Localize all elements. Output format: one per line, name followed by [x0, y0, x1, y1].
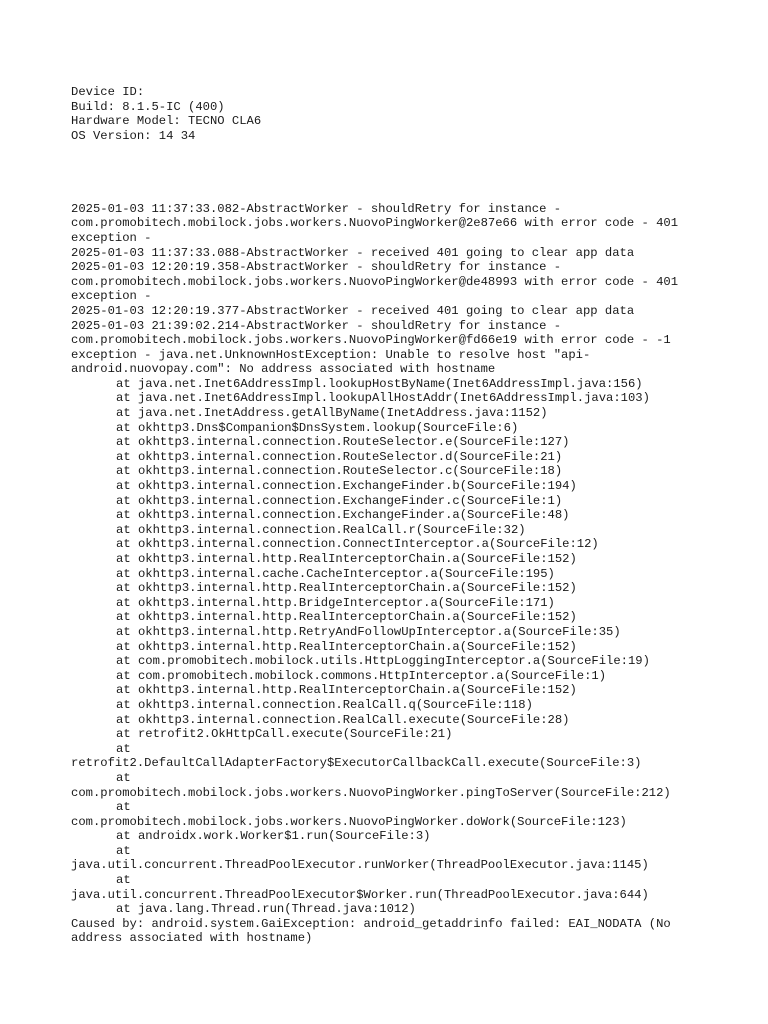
stack-trace [71, 377, 751, 917]
stack-frame-line: at okhttp3.internal.http.RealInterceptorChain.a(SourceFile:152) [116, 552, 577, 566]
build-line: Build: 8.1.5-IC (400) [71, 99, 225, 114]
stack-frame-line: at androidx.work.Worker$1.run(SourceFile:3) [116, 829, 431, 844]
stack-frame-line: at okhttp3.internal.http.RetryAndFollowUpInterceptor.a(SourceFile:35) [116, 624, 621, 639]
stack-frame-line: at okhttp3.internal.connection.ExchangeFinder.c(SourceFile:1) [116, 493, 563, 508]
stack-frame-line: at okhttp3.internal.http.BridgeInterceptor.a(SourceFile:171) [116, 595, 555, 610]
log-line: com.promobitech.mobilock.jobs.workers.NuovoPingWorker@fd66e19 with error code - -1 [71, 333, 671, 348]
stack-frame-line: at [116, 770, 131, 785]
stack-frame-line: at okhttp3.internal.cache.CacheInterceptor.a(SourceFile:195) [116, 566, 555, 581]
device-id-line: Device ID: [71, 85, 145, 99]
device-info [71, 85, 751, 143]
log-line: exception - [71, 230, 152, 245]
stack-frame-line: at okhttp3.internal.connection.RealCall.execute(SourceFile:28) [116, 712, 570, 727]
log-document [71, 85, 751, 946]
log-line: 2025-01-03 11:37:33.082-AbstractWorker - shouldRetry for instance - [71, 201, 562, 216]
stack-frame-line: at okhttp3.internal.connection.RealCall.q(SourceFile:118) [116, 697, 533, 712]
caused-by-line: address associated with hostname) [71, 931, 313, 946]
log-line: exception - [71, 289, 152, 304]
stack-frame-line: at [116, 741, 131, 756]
stack-frame-line: com.promobitech.mobilock.jobs.workers.NuovoPingWorker.pingToServer(SourceFile:212) [71, 785, 671, 800]
stack-frame-line: at okhttp3.internal.connection.RouteSelector.e(SourceFile:127) [116, 435, 570, 450]
stack-frame-line: at com.promobitech.mobilock.commons.HttpInterceptor.a(SourceFile:1) [116, 668, 607, 683]
log-line: 2025-01-03 12:20:19.377-AbstractWorker - received 401 going to clear app data [71, 303, 635, 318]
stack-frame-line: at okhttp3.internal.http.RealInterceptorChain.a(SourceFile:152) [116, 639, 577, 654]
stack-frame-line: at okhttp3.internal.http.RealInterceptorChain.a(SourceFile:152) [116, 581, 577, 596]
stack-frame-line: at com.promobitech.mobilock.utils.HttpLoggingInterceptor.a(SourceFile:19) [116, 654, 650, 669]
stack-frame-line: com.promobitech.mobilock.jobs.workers.NuovoPingWorker.doWork(SourceFile:123) [71, 814, 627, 829]
stack-frame-line: retrofit2.DefaultCallAdapterFactory$ExecutorCallbackCall.execute(SourceFile:3) [71, 756, 642, 771]
log-line: 2025-01-03 12:20:19.358-AbstractWorker - shouldRetry for instance - [71, 260, 562, 275]
log-line: 2025-01-03 11:37:33.088-AbstractWorker - received 401 going to clear app data [71, 245, 635, 260]
log-line: com.promobitech.mobilock.jobs.workers.NuovoPingWorker@de48993 with error code - 401 [71, 274, 679, 289]
stack-frame-line: java.util.concurrent.ThreadPoolExecutor$Worker.run(ThreadPoolExecutor.java:644) [71, 887, 649, 902]
stack-frame-line: at [116, 873, 131, 888]
stack-frame-line: at java.lang.Thread.run(Thread.java:1012) [116, 902, 416, 917]
stack-frame-line: at okhttp3.internal.http.RealInterceptorChain.a(SourceFile:152) [116, 610, 577, 625]
stack-frame-line: at okhttp3.internal.connection.RouteSelector.c(SourceFile:18) [116, 464, 563, 479]
stack-frame-line: at okhttp3.internal.http.RealInterceptorChain.a(SourceFile:152) [116, 683, 577, 698]
stack-frame-line: java.util.concurrent.ThreadPoolExecutor.runWorker(ThreadPoolExecutor.java:1145) [71, 858, 649, 873]
stack-frame-line: at java.net.Inet6AddressImpl.lookupHostByName(Inet6AddressImpl.java:156) [116, 376, 643, 391]
stack-frame-line: at java.net.InetAddress.getAllByName(InetAddress.java:1152) [116, 406, 548, 421]
stack-frame-line: at okhttp3.internal.connection.ExchangeFinder.a(SourceFile:48) [116, 508, 570, 523]
stack-frame-line: at okhttp3.internal.connection.RouteSelector.d(SourceFile:21) [116, 449, 563, 464]
log-line: android.nuovopay.com": No address associated with hostname [71, 362, 496, 377]
caused-by-line: Caused by: android.system.GaiException: android_getaddrinfo failed: EAI_NODATA (No [71, 916, 671, 931]
stack-frame-line: at [116, 800, 131, 815]
os-version-line: OS Version: 14 34 [71, 128, 196, 143]
log-line: exception - java.net.UnknownHostException: Unable to resolve host "api- [71, 347, 591, 362]
stack-frame-line: at [116, 843, 131, 858]
stack-frame-line: at okhttp3.internal.connection.ConnectInterceptor.a(SourceFile:12) [116, 537, 599, 552]
stack-frame-line: at okhttp3.internal.connection.RealCall.r(SourceFile:32) [116, 522, 526, 537]
stack-frame-line: at retrofit2.OkHttpCall.execute(SourceFile:21) [116, 727, 453, 742]
caused-by [71, 917, 751, 946]
stack-frame-line: at okhttp3.Dns$Companion$DnsSystem.lookup(SourceFile:6) [116, 420, 519, 435]
log-line: 2025-01-03 21:39:02.214-AbstractWorker - shouldRetry for instance - [71, 318, 562, 333]
log-entries [71, 202, 751, 377]
log-line: com.promobitech.mobilock.jobs.workers.NuovoPingWorker@2e87e66 with error code - 401 [71, 216, 679, 231]
stack-frame-line: at okhttp3.internal.connection.ExchangeFinder.b(SourceFile:194) [116, 479, 577, 494]
hardware-model-line: Hardware Model: TECNO CLA6 [71, 114, 262, 129]
stack-frame-line: at java.net.Inet6AddressImpl.lookupAllHostAddr(Inet6AddressImpl.java:103) [116, 391, 650, 406]
